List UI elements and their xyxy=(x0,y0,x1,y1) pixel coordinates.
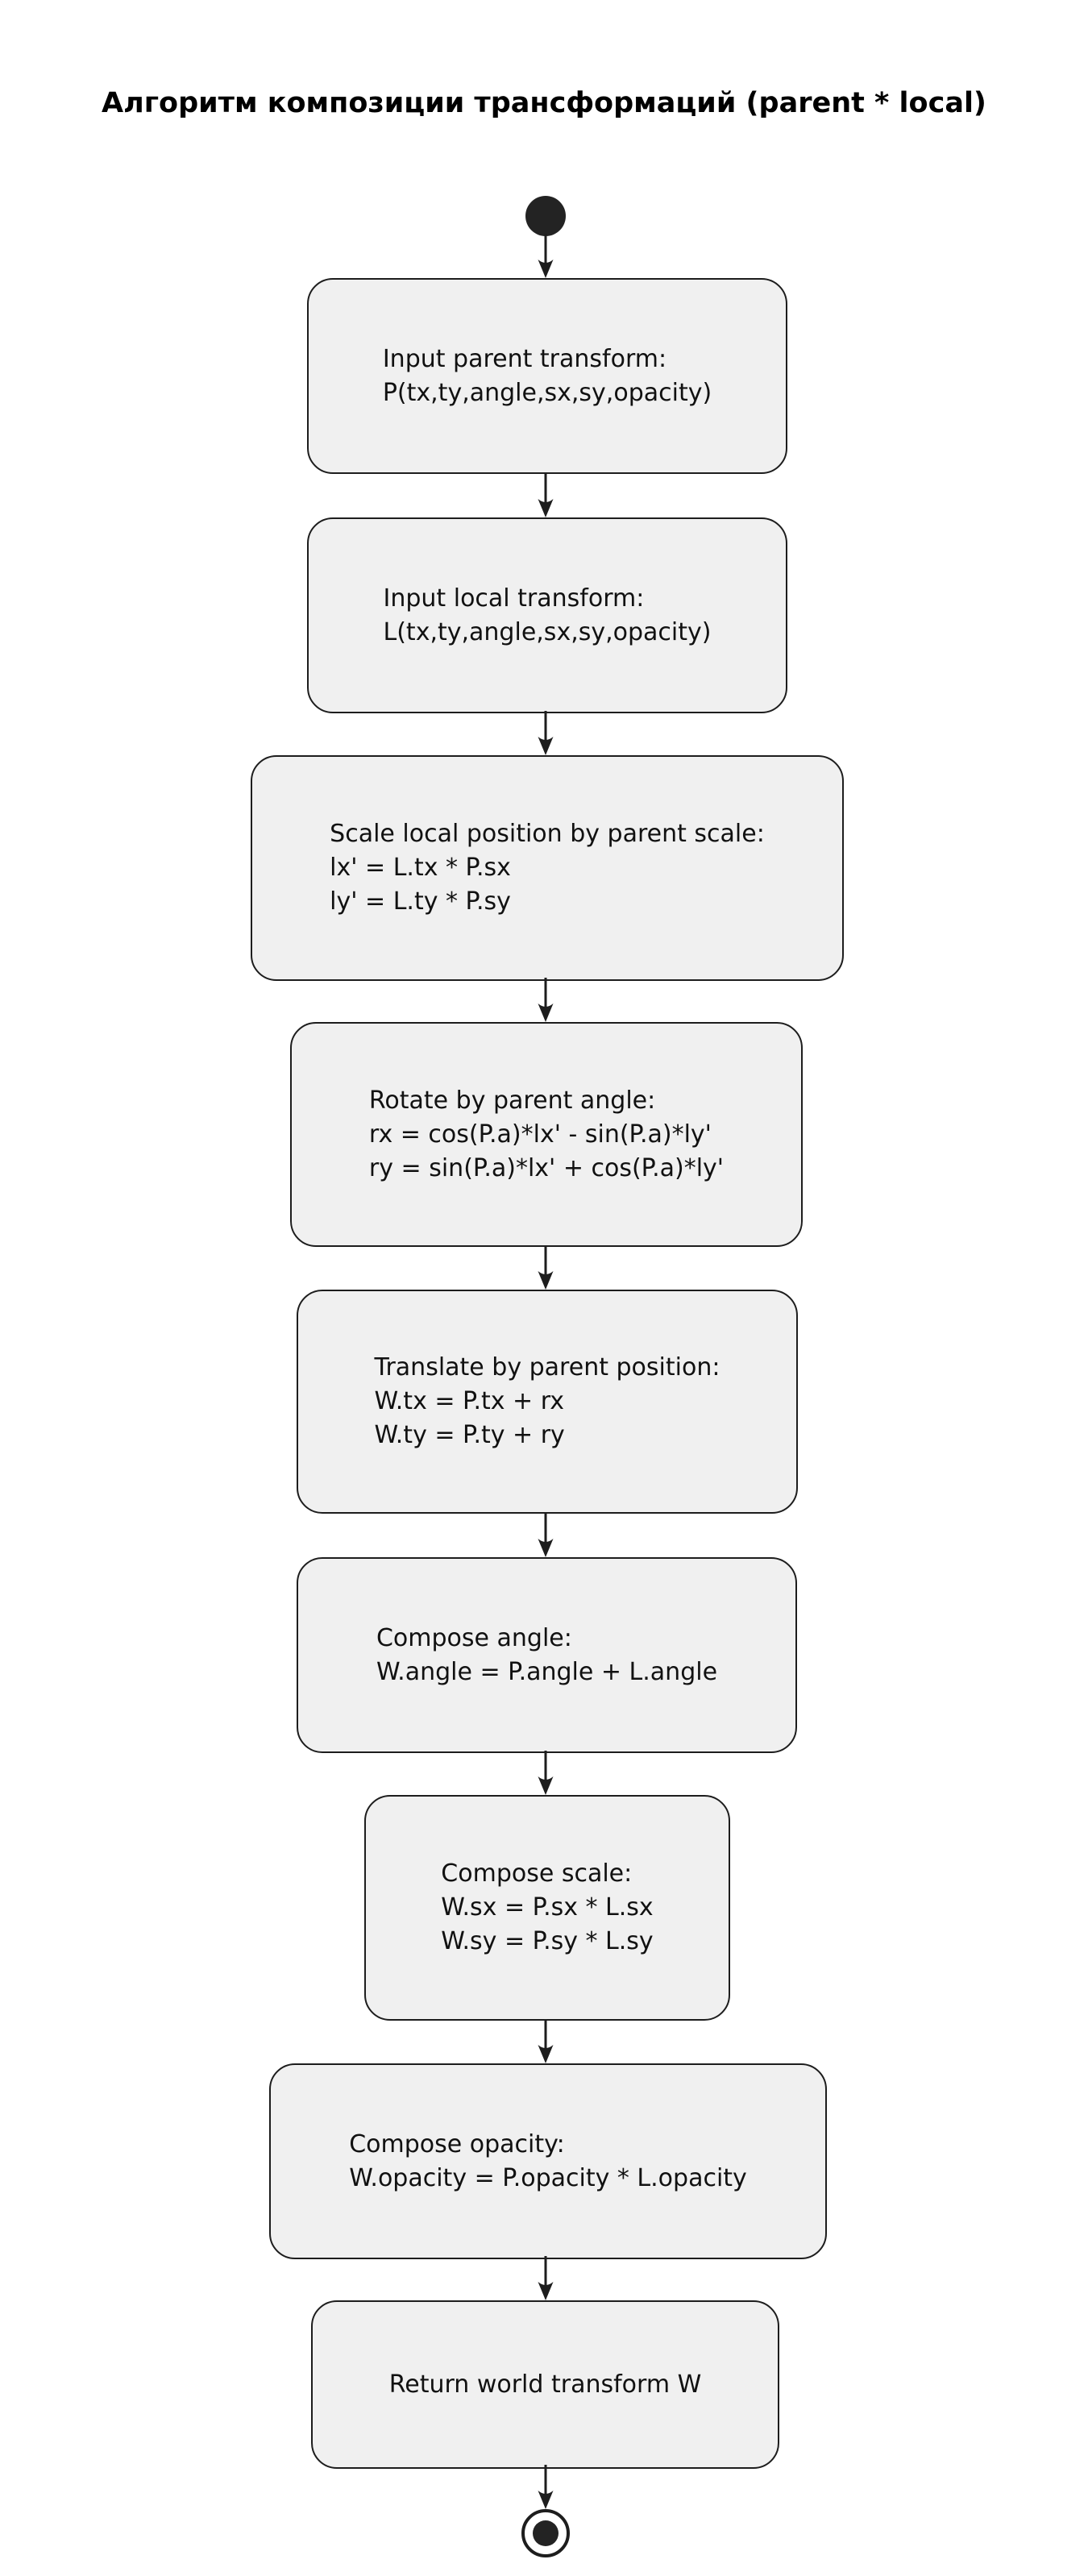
flow-arrow-1 xyxy=(535,234,556,278)
end-node-icon xyxy=(521,2509,570,2557)
flow-arrow-10 xyxy=(535,2465,556,2509)
node-text-line: Rotate by parent angle: xyxy=(368,1086,656,1115)
activity-node-rotate xyxy=(290,1022,803,1247)
activity-node-compose-opacity xyxy=(269,2063,827,2259)
flow-arrow-7 xyxy=(535,1751,556,1795)
flow-arrow-6 xyxy=(535,1513,556,1557)
node-text-line: W.ty = P.ty + ry xyxy=(374,1421,565,1449)
start-node-icon xyxy=(525,196,566,236)
flow-arrow-2 xyxy=(535,473,556,517)
node-text-line: Translate by parent position: xyxy=(374,1353,720,1381)
end-node-inner-dot xyxy=(533,2520,559,2546)
activity-node-compose-scale xyxy=(364,1795,730,2021)
node-text xyxy=(441,1857,653,1959)
activity-node-input-parent xyxy=(307,278,787,474)
activity-node-translate xyxy=(297,1290,798,1514)
node-text-line: Input parent transform: xyxy=(382,344,667,373)
node-text-line: ly' = L.ty * P.sy xyxy=(330,887,511,916)
activity-node-scale-position xyxy=(251,755,844,981)
node-text-line: Scale local position by parent scale: xyxy=(330,820,765,848)
node-text-line: Compose opacity: xyxy=(349,2129,565,2158)
flow-arrow-4 xyxy=(535,978,556,1022)
node-text xyxy=(389,2368,702,2402)
node-text-line: ry = sin(P.a)*lx' + cos(P.a)*ly' xyxy=(368,1153,725,1182)
node-text xyxy=(349,2128,747,2196)
node-text-line: W.sy = P.sy * L.sy xyxy=(441,1927,654,1955)
node-text xyxy=(376,1622,717,1689)
node-text-line: rx = cos(P.a)*lx' - sin(P.a)*ly' xyxy=(368,1120,712,1149)
node-text xyxy=(369,1084,724,1186)
node-text xyxy=(330,817,765,919)
node-text-line: L(tx,ty,angle,sx,sy,opacity) xyxy=(383,617,712,646)
diagram-title: Алгоритм композиции трансформаций (parent * local) xyxy=(102,87,986,119)
node-text-line: Compose scale: xyxy=(441,1859,633,1888)
activity-node-return xyxy=(311,2300,779,2469)
node-text-line: lx' = L.tx * P.sx xyxy=(330,854,511,882)
node-text-line: W.opacity = P.opacity * L.opacity xyxy=(349,2163,747,2192)
node-text-line: Input local transform: xyxy=(383,584,645,613)
node-text xyxy=(384,582,712,650)
node-text xyxy=(375,1351,720,1452)
flow-arrow-9 xyxy=(535,2256,556,2300)
node-text-line: W.tx = P.tx + rx xyxy=(374,1387,564,1415)
node-text-line: Return world transform W xyxy=(388,2370,702,2399)
node-text xyxy=(383,343,712,410)
activity-node-compose-angle xyxy=(297,1557,797,1753)
flow-arrow-8 xyxy=(535,2019,556,2063)
flow-arrow-5 xyxy=(535,1245,556,1290)
node-text-line: P(tx,ty,angle,sx,sy,opacity) xyxy=(382,378,712,407)
node-text-line: W.sx = P.sx * L.sx xyxy=(441,1893,654,1922)
node-text-line: Compose angle: xyxy=(376,1623,572,1652)
activity-node-input-local xyxy=(307,517,787,713)
node-text-line: W.angle = P.angle + L.angle xyxy=(376,1657,718,1686)
flow-arrow-3 xyxy=(535,711,556,755)
